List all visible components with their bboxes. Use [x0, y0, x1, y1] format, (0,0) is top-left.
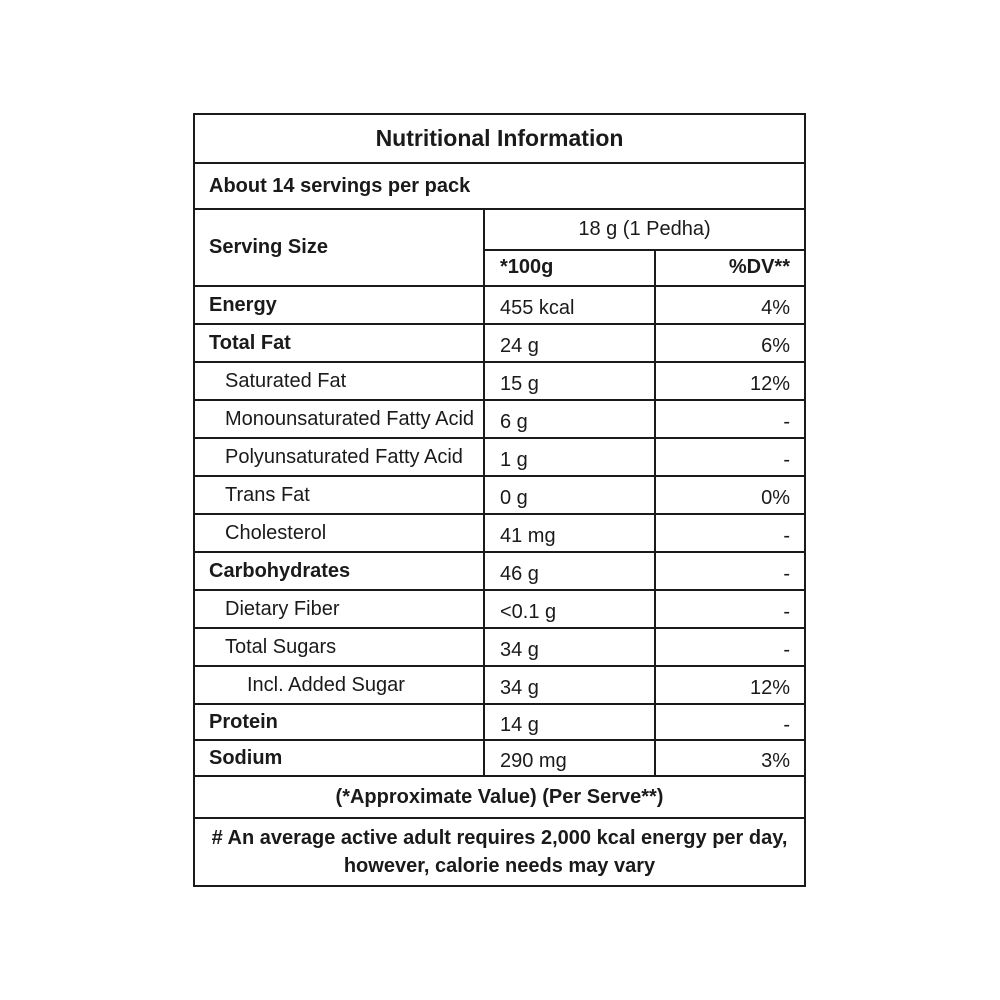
table-row [195, 741, 804, 777]
nutrient-value: 34 g [485, 667, 656, 703]
nutrient-value: <0.1 g [485, 591, 656, 627]
nutrient-label: Incl. Added Sugar [195, 667, 485, 703]
nutrient-value: 290 mg [485, 741, 656, 775]
nutrient-label: Total Fat [195, 325, 485, 361]
table-row [195, 477, 804, 515]
nutrient-value: 24 g [485, 325, 656, 361]
table-row [195, 325, 804, 363]
nutrient-value: 455 kcal [485, 287, 656, 323]
nutrient-dv: - [783, 713, 790, 736]
nutrient-dv: - [783, 562, 790, 585]
column-header-dv: %DV** [728, 255, 790, 278]
nutrient-dv: 12% [749, 372, 790, 395]
footnote [195, 819, 804, 885]
nutrient-dv: 12% [749, 676, 790, 699]
nutrient-label: Saturated Fat [195, 363, 485, 399]
nutrient-label: Trans Fat [195, 477, 485, 513]
title-row [195, 115, 804, 164]
nutrient-dv: - [783, 600, 790, 623]
nutrient-label: Monounsaturated Fatty Acid [195, 401, 485, 437]
table-row [195, 591, 804, 629]
nutrient-dv: - [783, 524, 790, 547]
servings-row [195, 164, 804, 210]
nutrient-label: Dietary Fiber [195, 591, 485, 627]
table-row [195, 515, 804, 553]
nutrient-label: Carbohydrates [195, 553, 485, 589]
nutrient-label: Protein [195, 705, 485, 739]
nutrition-table [193, 113, 806, 887]
footnote-line-1: # An average active adult requires 2,000 kcal energy per day, [211, 827, 788, 849]
table-row [195, 439, 804, 477]
footnote-line-2: however, calorie needs may vary [343, 855, 656, 877]
nutrient-value: 1 g [485, 439, 656, 475]
nutrient-label: Polyunsaturated Fatty Acid [195, 439, 485, 475]
table-row [195, 629, 804, 667]
serving-size-row [195, 210, 804, 287]
serving-size-detail [485, 210, 804, 285]
nutrient-dv: - [783, 410, 790, 433]
nutrient-label: Total Sugars [195, 629, 485, 665]
table-row [195, 401, 804, 439]
approx-note: (*Approximate Value) (Per Serve**) [335, 785, 664, 808]
nutrient-value: 6 g [485, 401, 656, 437]
nutrient-dv: 3% [761, 749, 790, 772]
nutrient-label: Cholesterol [195, 515, 485, 551]
nutrient-dv: 4% [761, 296, 790, 319]
nutrient-dv: - [783, 638, 790, 661]
table-row [195, 287, 804, 325]
nutrient-value: 41 mg [485, 515, 656, 551]
nutrient-dv: - [783, 448, 790, 471]
table-row [195, 553, 804, 591]
table-row [195, 705, 804, 741]
nutrient-label: Sodium [195, 741, 485, 775]
nutrient-dv: 6% [761, 334, 790, 357]
nutrient-value: 0 g [485, 477, 656, 513]
nutrient-value: 46 g [485, 553, 656, 589]
serving-size-label: Serving Size [195, 210, 485, 285]
table-row [195, 363, 804, 401]
column-headers [485, 249, 804, 285]
nutrient-dv: 0% [761, 486, 790, 509]
footnote-row [195, 819, 804, 885]
table-row [195, 667, 804, 705]
nutrient-label: Energy [195, 287, 485, 323]
servings-per-pack: About 14 servings per pack [209, 174, 471, 197]
approx-note-row [195, 777, 804, 819]
nutrient-value: 34 g [485, 629, 656, 665]
column-header-100g: *100g [485, 249, 656, 285]
nutrient-value: 15 g [485, 363, 656, 399]
table-title: Nutritional Information [375, 125, 624, 151]
nutrient-value: 14 g [485, 705, 656, 739]
serving-size-value: 18 g (1 Pedha) [485, 210, 804, 251]
